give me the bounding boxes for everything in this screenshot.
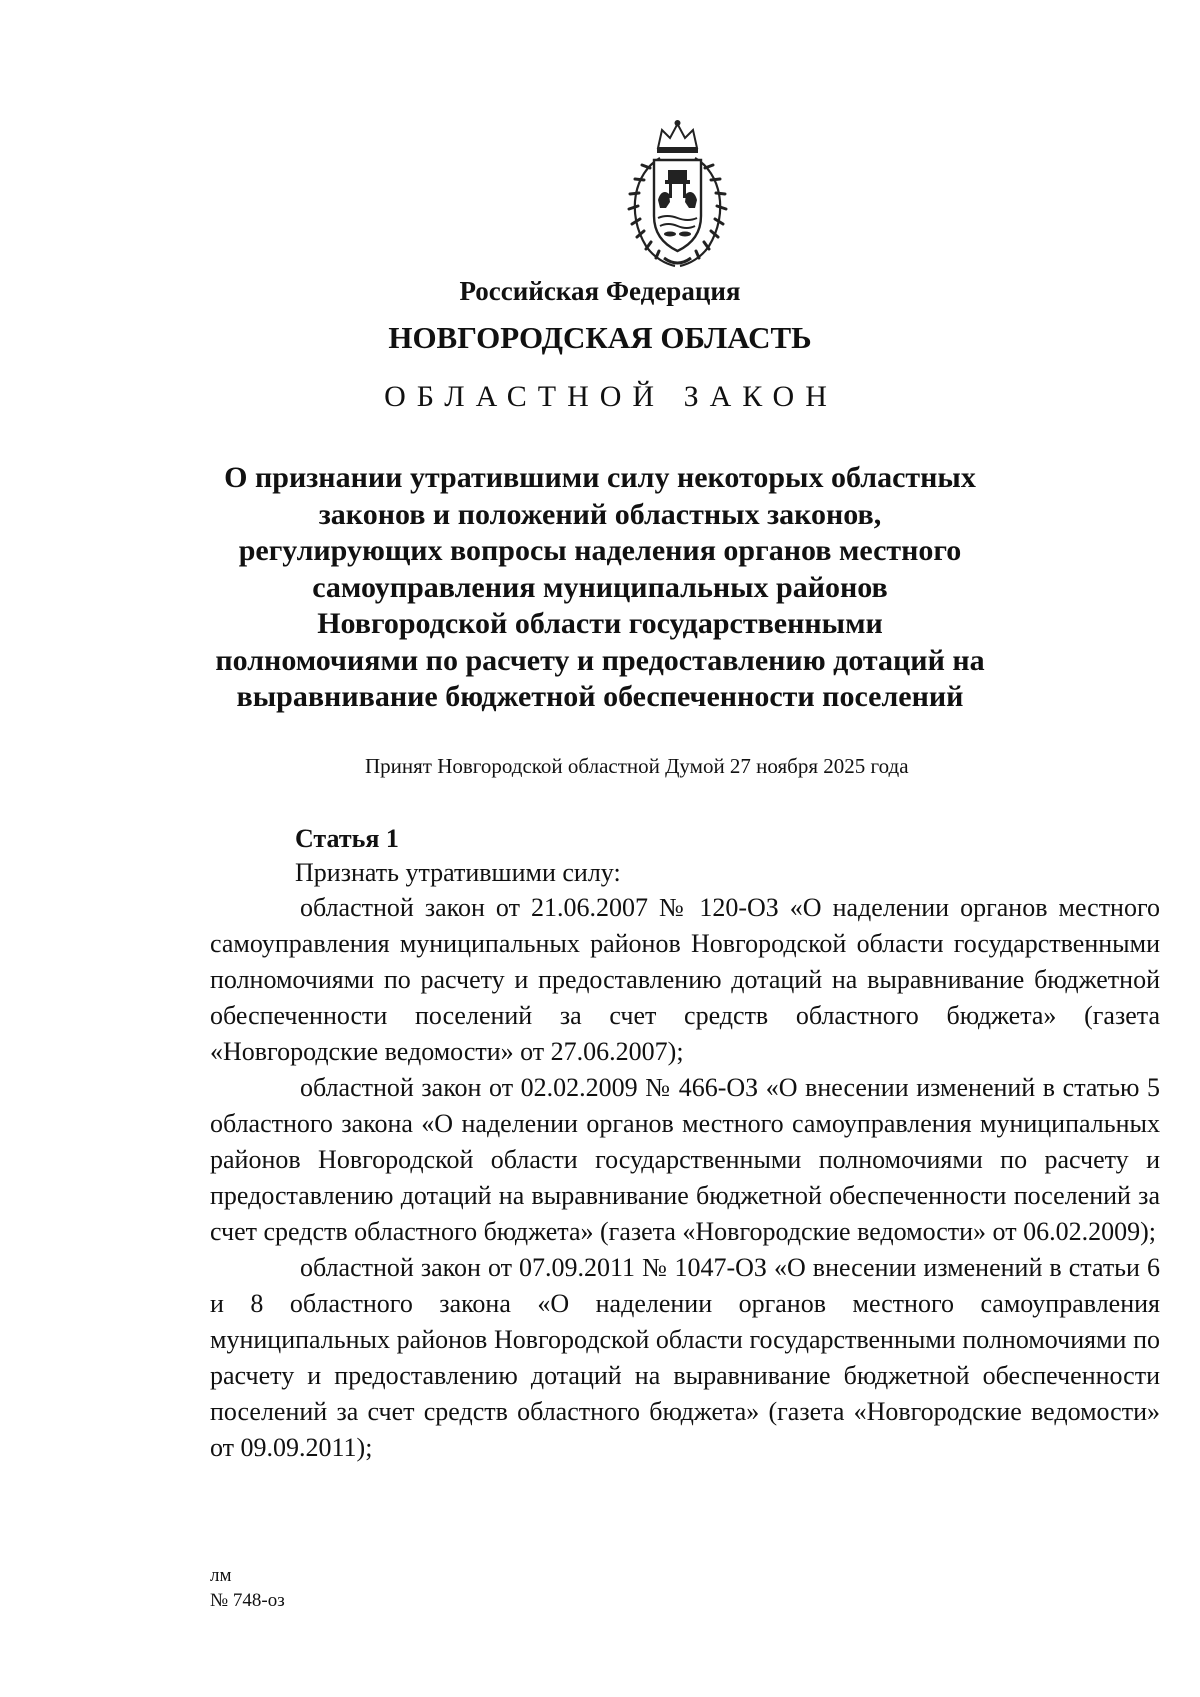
adoption-line: Принят Новгородской областной Думой 27 ноября 2025 года	[365, 754, 909, 778]
footer-law-number: № 748-оз	[210, 1590, 285, 1611]
region-heading: НОВГОРОДСКАЯ ОБЛАСТЬ	[388, 320, 812, 355]
article-item: областной закон от 21.06.2007 № 120-ОЗ «О наделении органов местного самоуправления муниципальных районов Новгородской области государственными полномочиями по расчету и предоставлению дотаций на выравнивание бюджетной обеспеченности поселений за счет средств областного бюджета» (газета «Новгородские ведомости» от 27.06.2007);	[210, 893, 1160, 1066]
law-title: О признании утратившими силу некоторых областных законов и положений областных законов, регулирующих вопросы наделения органов местного самоуправления муниципальных районов Новгородской области государственными полномочиями по расчету и предоставлению дотаций на выравнивание бюджетной обеспеченности поселений	[215, 461, 985, 713]
article-body	[210, 890, 1160, 1466]
document-footer	[210, 1563, 285, 1613]
article-heading: Статья 1	[295, 824, 399, 853]
footer-initials: лм	[210, 1565, 232, 1586]
article-item: областной закон от 07.09.2011 № 1047-ОЗ «О внесении изменений в статьи 6 и 8 областного закона «О наделении органов местного самоуправления муниципальных районов Новгородской области государственными полномочиями по расчету и предоставлению дотаций на выравнивание бюджетной обеспеченности поселений за счет средств областного бюджета» (газета «Новгородские ведомости» от 09.09.2011);	[210, 1253, 1160, 1462]
coat-of-arms-icon	[620, 118, 735, 270]
law-type-heading: ОБЛАСТНОЙ ЗАКОН	[384, 380, 838, 413]
federation-heading: Российская Федерация	[459, 276, 741, 306]
article-intro: Признать утратившими силу:	[295, 858, 621, 887]
article-item: областной закон от 02.02.2009 № 466-ОЗ «О внесении изменений в статью 5 областного закона «О наделении органов местного самоуправления муниципальных районов Новгородской области государственными полномочиями по расчету и предоставлению дотаций на выравнивание бюджетной обеспеченности поселений за счет средств областного бюджета» (газета «Новгородские ведомости» от 06.02.2009);	[210, 1073, 1160, 1246]
